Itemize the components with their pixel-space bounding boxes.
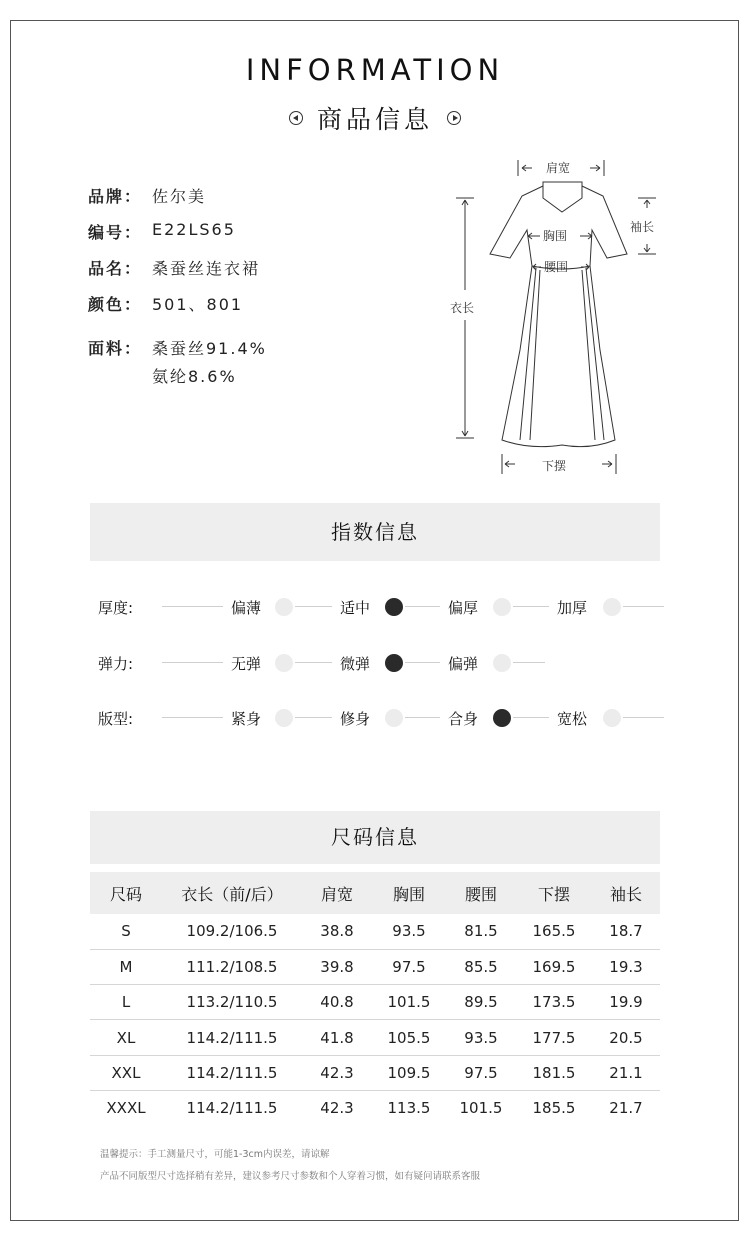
size-table-cell: 105.5: [372, 1020, 446, 1055]
table-row: [90, 914, 660, 949]
index-row: [90, 592, 670, 622]
size-table-cell: 85.5: [446, 949, 516, 984]
size-table-cell: 38.8: [302, 914, 372, 949]
index-option-label: 偏厚: [448, 599, 479, 617]
name-value: 桑蚕丝连衣裙: [152, 259, 261, 278]
color-value: 501、801: [152, 295, 244, 314]
size-table-cell: XXXL: [106, 1099, 146, 1118]
size-table-cell: 101.5: [459, 1099, 503, 1118]
size-table-cell: 21.1: [592, 1055, 660, 1090]
size-table-cell: 21.7: [609, 1099, 643, 1118]
arrow-right-circle-icon: [447, 111, 461, 125]
size-table-cell: 18.7: [592, 914, 660, 949]
index-dot: [493, 598, 511, 616]
index-dot: [275, 709, 293, 727]
index-dot: [493, 654, 511, 672]
index-dot-selected: [385, 598, 403, 616]
size-table-cell: 97.5: [372, 949, 446, 984]
size-table-header-cell: 衣长（前/后）: [162, 872, 302, 914]
label-sleeve: 袖长: [630, 220, 655, 234]
title-english: INFORMATION: [245, 53, 505, 87]
size-table-header-cell: 腰围: [446, 872, 516, 914]
table-row: [90, 1090, 660, 1125]
size-table-cell: 97.5: [446, 1055, 516, 1090]
index-dot: [275, 598, 293, 616]
size-table-cell: 93.5: [446, 1020, 516, 1055]
size-table-cell: 113.5: [387, 1099, 431, 1118]
index-option-label: 加厚: [557, 599, 588, 617]
size-table-cell: 89.5: [446, 985, 516, 1020]
index-dot: [275, 654, 293, 672]
index-option-label: 适中: [340, 599, 371, 617]
index-section-title: 指数信息: [90, 503, 660, 561]
size-table-cell: 113.2/110.5: [162, 985, 302, 1020]
size-table-cell: 165.5: [516, 914, 592, 949]
index-option-label: 偏薄: [231, 599, 262, 617]
index-row: [90, 703, 670, 733]
code-value: E22LS65: [152, 220, 236, 239]
index-row-label: 版型:: [98, 710, 134, 728]
size-table-header-cell: 尺码: [90, 872, 162, 914]
size-table-header-cell: 下摆: [516, 872, 592, 914]
size-table-cell: 114.2/111.5: [162, 1020, 302, 1055]
size-table-cell: 181.5: [516, 1055, 592, 1090]
fabric-value-2: 氨纶8.6%: [152, 367, 237, 386]
index-row-label: 厚度:: [98, 599, 134, 617]
index-dot: [385, 709, 403, 727]
table-row: [90, 1020, 660, 1055]
size-table-cell: 20.5: [592, 1020, 660, 1055]
size-table-cell: L: [90, 985, 162, 1020]
table-row: [90, 949, 660, 984]
size-table-cell: 40.8: [302, 985, 372, 1020]
arrow-left-circle-icon: [289, 111, 303, 125]
fabric-value-1: 桑蚕丝91.4%: [152, 339, 267, 358]
title-chinese-row: [0, 100, 750, 136]
index-dot-selected: [385, 654, 403, 672]
size-table-cell: 109.5: [372, 1055, 446, 1090]
size-table-cell: 41.8: [302, 1020, 372, 1055]
index-option-label: 无弹: [231, 655, 262, 673]
size-table-cell: 173.5: [516, 985, 592, 1020]
size-table-cell: 42.3: [320, 1099, 354, 1118]
size-table-cell: 93.5: [372, 914, 446, 949]
color-label: 颜色：: [88, 295, 143, 314]
size-table-cell: 111.2/108.5: [162, 949, 302, 984]
size-table-header: [90, 872, 660, 914]
title-chinese: 商品信息: [316, 105, 433, 134]
label-chest: 胸围: [543, 229, 568, 243]
size-table-cell: XXL: [90, 1055, 162, 1090]
size-table-header-cell: 胸围: [372, 872, 446, 914]
size-section-title: 尺码信息: [90, 811, 660, 864]
brand-label: 品牌：: [88, 187, 143, 206]
label-shoulder: 肩宽: [546, 161, 571, 175]
index-option-label: 偏弹: [448, 655, 479, 673]
brand-value: 佐尔美: [152, 187, 207, 206]
fabric-label: 面料：: [88, 339, 143, 358]
index-dot-selected: [493, 709, 511, 727]
index-row-label: 弹力:: [98, 655, 134, 673]
label-length: 衣长: [450, 301, 475, 315]
index-dot: [603, 598, 621, 616]
dress-measurement-diagram: [440, 150, 680, 480]
label-waist: 腰围: [544, 260, 569, 274]
dress-outline: [490, 186, 627, 447]
label-hem: 下摆: [542, 459, 567, 473]
size-table-cell: M: [90, 949, 162, 984]
dress-collar: [543, 182, 582, 212]
size-table-cell: 114.2/111.5: [162, 1055, 302, 1090]
size-table-cell: 185.5: [532, 1099, 576, 1118]
note-line-2: 产品不同版型尺寸选择稍有差异，建议参考尺寸参数和个人穿着习惯，如有疑问请联系客服: [100, 1171, 481, 1182]
size-table-cell: 39.8: [302, 949, 372, 984]
size-table-cell: 109.2/106.5: [162, 914, 302, 949]
size-table-cell: 19.9: [592, 985, 660, 1020]
index-dot: [603, 709, 621, 727]
size-table-cell: 42.3: [302, 1055, 372, 1090]
size-table-cell: 81.5: [446, 914, 516, 949]
name-label: 品名：: [88, 259, 143, 278]
size-table-cell: 169.5: [516, 949, 592, 984]
size-table-cell: 19.3: [592, 949, 660, 984]
size-table-cell: 101.5: [372, 985, 446, 1020]
index-option-label: 修身: [340, 710, 371, 728]
code-label: 编号：: [88, 223, 143, 242]
size-table-header-cell: 袖长: [592, 872, 660, 914]
size-table-cell: 177.5: [516, 1020, 592, 1055]
index-option-label: 宽松: [557, 710, 588, 728]
index-option-label: 紧身: [231, 710, 262, 728]
index-option-label: 微弹: [340, 655, 371, 673]
size-table-cell: XL: [90, 1020, 162, 1055]
table-row: [90, 985, 660, 1020]
size-table-cell: 114.2/111.5: [186, 1099, 278, 1118]
table-row: [90, 1055, 660, 1090]
index-row: [90, 648, 670, 678]
note-line-1: 温馨提示：手工测量尺寸，可能1-3cm内误差，请谅解: [100, 1149, 330, 1160]
size-table-header-cell: 肩宽: [302, 872, 372, 914]
size-table: [90, 872, 660, 1126]
size-table-cell: S: [90, 914, 162, 949]
index-option-label: 合身: [448, 710, 479, 728]
